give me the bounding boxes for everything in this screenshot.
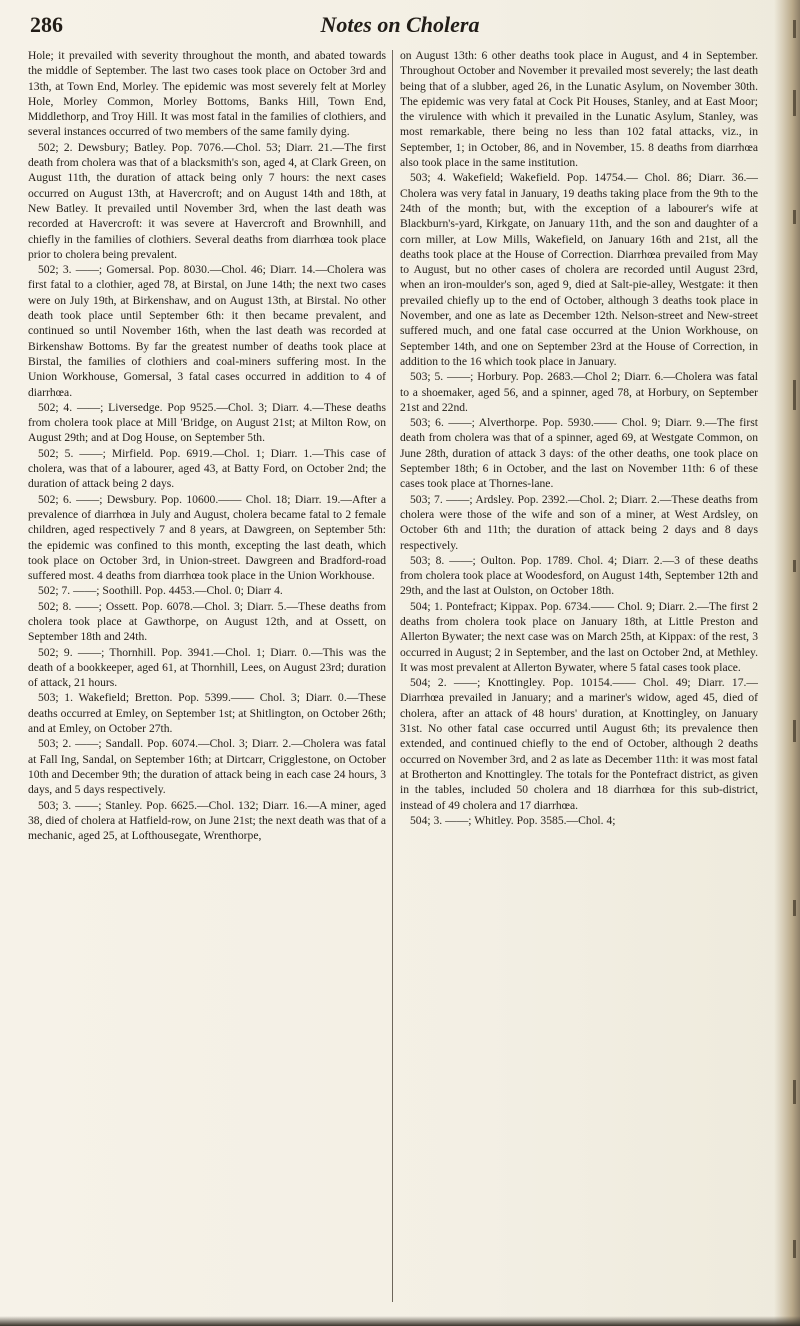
right-column bbox=[400, 48, 758, 1310]
paragraph: 502; 6. ——; Dewsbury. Pop. 10600.—— Chol. 18; Diarr. 19.—After a prevalence of diarrhœa in July and August, cholera became fatal to 2 female children, aged respectively 7 and 8 years, at Dawgreen, on September 5th: the epidemic was confined to this month, excepting the last death, which took place on October 3rd, in Union-street. Dawgreen and Bradford-road suffered most. 4 deaths from diarrhœa took place in the Union Workhouse. bbox=[28, 492, 386, 583]
paragraph: 503; 6. ——; Alverthorpe. Pop. 5930.—— Chol. 9; Diarr. 9.—The first death from cholera was that of a spinner, aged 69, at Westgate Common, on June 28th, duration of attack 3 days: of the other deaths, one took place on September 18th; 6 in October, and the last on November 11th: 6 of these cases took place at Thornes-lane. bbox=[400, 416, 758, 491]
running-title: Notes on Cholera bbox=[320, 12, 480, 37]
paragraph: on August 13th: 6 other deaths took place in August, and 4 in September. Throughout October and November it prevailed most severely; the last death being that of a slubber, aged 26, in the Lunatic Asylum, on November 30th. The epidemic was very fatal at Cock Pit Houses, Stanley, and at East Moor; the virulence with which it prevailed in the Lunatic Asylum, Stanley, was most remarkable, there being no less than 102 fatal attacks, viz., in September, 1; in October, 86, and in November, 15. 8 deaths from diarrhœa also took place in the same institution. bbox=[400, 49, 758, 170]
paragraph: 503; 4. Wakefield; Wakefield. Pop. 14754.— Chol. 86; Diarr. 36.—Cholera was very fatal in January, 19 deaths taking place from the 9th to the 24th of the month; but, with the exception of a labourer's wife at Blackburn's-yard, Kirkgate, on January 11th, and the son and daughter of a corn miller, at Low Mills, Wakefield, on January 16th and 21st, all the deaths took place at the House of Correction. Diarrhœa prevailed from May to August, but no other cases of cholera are recorded until August 23rd, when an iron-moulder's son, aged 9, died at Salt-pie-alley, Westgate: it then prevailed chiefly up to the end of October, although 3 deaths took place in November, and one as late as December 12th. Nelson-street and New-street suffered much, and one fatal case occurred at the Union Workhouse, on September 14th, and one on September 23rd at the House of Correction, in addition to the 16 which took place in January. bbox=[400, 171, 758, 368]
paragraph: 503; 1. Wakefield; Bretton. Pop. 5399.—— Chol. 3; Diarr. 0.—These deaths occurred at Emley, on September 1st; at Shitlington, on October 26th; and at Emley, on October 27th. bbox=[28, 691, 386, 736]
page-edge bbox=[774, 0, 800, 1326]
paragraph: 503; 2. ——; Sandall. Pop. 6074.—Chol. 3; Diarr. 2.—Cholera was fatal at Fall Ing, Sandal, on September 16th; at Dirtcarr, Crigglestone, on October 10th and December 9th; the duration of attack being in each case 24 hours, 3 days, and 5 days respectively. bbox=[28, 737, 386, 797]
paragraph: 502; 5. ——; Mirfield. Pop. 6919.—Chol. 1; Diarr. 1.—This case of cholera, was that of a labourer, aged 43, at Batty Ford, on October 2nd; the duration of attack being 2 days. bbox=[28, 446, 386, 491]
column-divider bbox=[392, 50, 393, 1302]
page-bottom-shadow bbox=[0, 1316, 800, 1326]
paragraph: 503; 8. ——; Oulton. Pop. 1789. Chol. 4; Diarr. 2.—3 of these deaths from cholera took place at Woodesford, on August 14th, September 12th and 29th, and the last at Oulston, on October 18th. bbox=[400, 553, 758, 598]
left-column bbox=[28, 48, 386, 1310]
page-number: 286 bbox=[30, 12, 63, 37]
paragraph: 502; 7. ——; Soothill. Pop. 4453.—Chol. 0; Diarr 4. bbox=[38, 584, 283, 598]
text-columns bbox=[28, 48, 772, 1310]
paragraph: 504; 2. ——; Knottingley. Pop. 10154.—— Chol. 49; Diarr. 17.—Diarrhœa prevailed in January; and a mariner's widow, aged 45, died of cholera, after an attack of 48 hours' duration, at Knottingley, on January 31st. No other fatal case occurred until August 6th; its prevalence then extended, and continued chiefly to the end of October, although 2 deaths occurred on November 3rd, and 2 as late as December 11th: it was most fatal at Brotherton and Knottingley. The totals for the Pontefract district, as given in the tables, included 50 cholera and 18 diarrhœa for this sub-district, instead of 49 cholera and 17 diarrhœa. bbox=[400, 676, 758, 812]
paragraph: 503; 7. ——; Ardsley. Pop. 2392.—Chol. 2; Diarr. 2.—These deaths from cholera were those of the wife and son of a miner, at West Ardsley, on October 6th and 11th; the duration of attack being 2 days and 8 days respectively. bbox=[400, 492, 758, 552]
paragraph: 504; 3. ——; Whitley. Pop. 3585.—Chol. 4; bbox=[410, 813, 616, 827]
page-header bbox=[30, 12, 770, 42]
paragraph: 502; 8. ——; Ossett. Pop. 6078.—Chol. 3; Diarr. 5.—These deaths from cholera took place at Gawthorpe, on August 12th, and at Ossett, on September 18th and 24th. bbox=[28, 599, 386, 644]
paragraph: 502; 3. ——; Gomersal. Pop. 8030.—Chol. 46; Diarr. 14.—Cholera was first fatal to a clothier, aged 78, at Birstal, on June 14th; the next two cases were on July 19th, at Birkenshaw, and on August 13th, at Birstal. No other death took place until September 6th: it then became prevalent, and continued so until November 16th, when the last death was recorded at Birkenshaw Bottoms. By far the greatest number of deaths took place at Birstal, the families of clothiers and coal-miners suffering most. In the Union Workhouse, Gomersal, 3 fatal cases occurred in addition to 4 of diarrhœa. bbox=[28, 263, 386, 399]
paragraph: 503; 5. ——; Horbury. Pop. 2683.—Chol 2; Diarr. 6.—Cholera was fatal to a shoemaker, aged 56, and a spinner, aged 78, at Horbury, on September 21st and 22nd. bbox=[400, 370, 758, 414]
paragraph: 502; 9. ——; Thornhill. Pop. 3941.—Chol. 1; Diarr. 0.—This was the death of a bookkeeper, aged 61, at Thornhill, Lees, on August 23rd; duration of attack, 21 hours. bbox=[28, 645, 386, 690]
paragraph: Hole; it prevailed with severity throughout the month, and abated towards the middle of September. The last two cases took place on October 3rd and 13th, at Town End, Morley. The epidemic was most severely felt at Morley Hole, Morley Common, Morley Bottoms, Banks Hill, Town End, Middlethorp, and Troy Hill. It was most fatal in the families of clothiers, and several instances occurred of two members of the same family dying. bbox=[28, 49, 386, 139]
paragraph: 502; 4. ——; Liversedge. Pop 9525.—Chol. 3; Diarr. 4.—These deaths from cholera took place at Mill 'Bridge, on August 21st; at Milton Row, on August 29th; and at Dog House, on September 5th. bbox=[28, 400, 386, 445]
paragraph: 502; 2. Dewsbury; Batley. Pop. 7076.—Chol. 53; Diarr. 21.—The first death from cholera was that of a blacksmith's son, aged 4, at Clark Green, on August 11th, the duration of attack being only 7 hours: the next cases occurred on August 13th, at Havercroft; and on August 14th and 18th, at New Batley. It prevailed until November 3rd, when the last death was recorded at Havercroft: it was severe at Havercroft and Brownhill, and chiefly in the families of clothiers. Several deaths from diarrhœa took place prior to cholera being prevalent. bbox=[28, 140, 386, 261]
paragraph: 503; 3. ——; Stanley. Pop. 6625.—Chol. 132; Diarr. 16.—A miner, aged 38, died of cholera at Hatfield-row, on June 21st; the next death was that of a mechanic, aged 25, at Lofthousegate, Wrenthorpe, bbox=[28, 798, 386, 843]
paragraph: 504; 1. Pontefract; Kippax. Pop. 6734.—— Chol. 9; Diarr. 2.—The first 2 deaths from cholera took place on January 18th, at Little Preston and Allerton Bywater; the next case was on March 25th, at Kippax: of the rest, 3 occurred in August; 2 in September, and the last on October 2nd, at Methley. It was most prevalent at Allerton Bywater, where 5 fatal cases took place. bbox=[400, 599, 758, 674]
